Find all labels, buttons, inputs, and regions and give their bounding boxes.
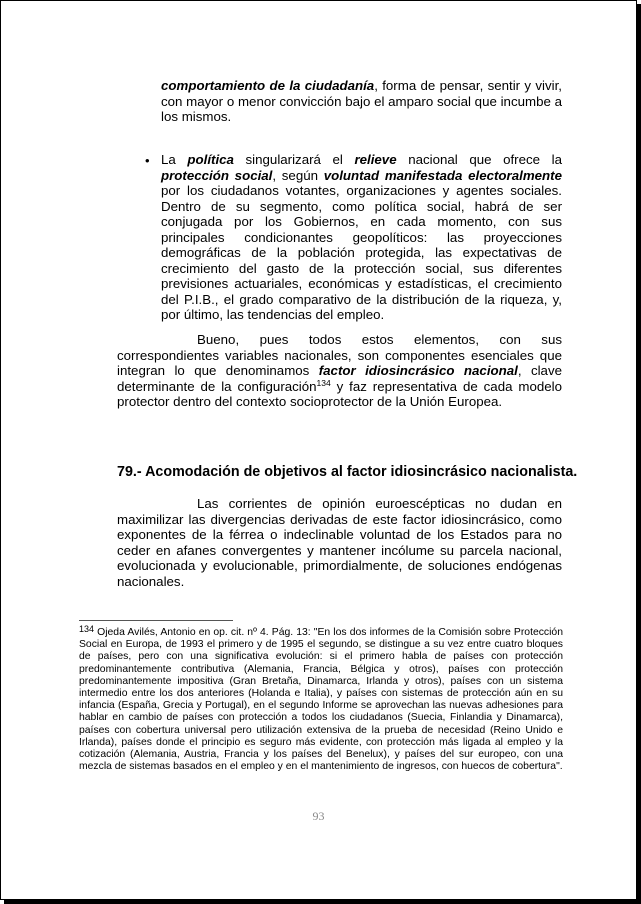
emphasis-text: comportamiento de la ciudadanía bbox=[161, 78, 375, 93]
footnote-reference[interactable]: 134 bbox=[316, 377, 331, 388]
body-text: y faz representativa de cada modelo protector dentro del contexto socioprotector de la Unión Europea. bbox=[117, 378, 562, 409]
bullet-icon: • bbox=[145, 153, 150, 168]
emphasis-text: política bbox=[187, 152, 234, 167]
footnote-separator bbox=[79, 620, 233, 621]
emphasis-text: voluntad manifestada electoralmente bbox=[323, 167, 562, 183]
body-text: , forma de pensar, sentir y vivir, con mayor o menor convicción bajo el amparo social que incumbe a los mismos. bbox=[161, 78, 562, 124]
body-text: , clave determinante de la configuración bbox=[117, 363, 562, 394]
bullet-item-politica bbox=[161, 152, 562, 323]
body-text: , según bbox=[272, 167, 324, 183]
body-text: Bueno, pues todos estos elementos, con sus correspondientes variables nacionales, son componentes esenciales que integran lo que denominamos bbox=[117, 332, 562, 378]
emphasis-text: factor idiosincrásico nacional bbox=[318, 363, 518, 378]
continuation-paragraph bbox=[161, 78, 562, 125]
page-number: 93 bbox=[312, 809, 325, 823]
body-text: por los ciudadanos votantes, organizaciones y agentes sociales. Dentro de su segmento, como política social, habrá de ser conjugada por los Gobiernos, en cada momento, con sus principales condicionantes geopolíticos: las proyecciones demográficas de la población protegida, las expectativas de crecimiento del gasto de la protección social, sus diferentes previsiones actuariales, económicas y estadísticas, el crecimiento del P.I.B., el grado comparativo de la distribución de la riqueza, y, por último, las tendencias del empleo. bbox=[161, 183, 562, 322]
footnote-text: Ojeda Avilés, Antonio en op. cit. nº 4. Pág. 13: "En los dos informes de la Comisión sobre Protección Social en Europa, de 1993 el primero y de 1995 el segundo, se distingue a su vez entre cuatro bloques de países, pero con una significativa evolución: si el primero habla de países con protección predominantemente contributiva (Alemania, Francia, Bélgica y otros), países con protección predominantemente impositiva (Gran Bretaña, Dinamarca, Irlanda y otros), países con un sistema intermedio entre los dos anteriores (Holanda e Italia), y países con sistemas de protección aún en su infancia (España, Grecia y Portugal), en el segundo Informe se aprovechan las nuevas adhesiones para hablar en cambio de países con protección a todos los ciudadanos (Suecia, Finlandia y Dinamarca), países con cobertura universal pero utilización extensiva de la prueba de necesidad (Reino Unido e Irlanda), países donde el principio es seguro más evidente, con protección más ligada al empleo y la cotización (Alemania, Austria, Francia y los países del Benelux), y países del sur europeo, con una mezcla de sistemas basados en el empleo y en el mantenimiento de ingresos, con huecos de cobertura". bbox=[79, 627, 563, 773]
section-heading: 79.- Acomodación de objetivos al factor idiosincrásico nacionalista. bbox=[117, 464, 578, 480]
footnote-134 bbox=[79, 624, 563, 773]
emphasis-text: protección social bbox=[161, 167, 273, 183]
footnote-number: 134 bbox=[79, 624, 95, 634]
paragraph-factor-idiosincrasico bbox=[117, 332, 562, 410]
body-text: La bbox=[161, 152, 188, 167]
body-text: singularizará el bbox=[233, 152, 355, 167]
emphasis-text: relieve bbox=[354, 152, 397, 167]
paragraph-euroescepticas bbox=[117, 496, 562, 589]
body-text: nacional que ofrece la bbox=[396, 152, 562, 167]
body-text: Las corrientes de opinión euroescépticas no dudan en maximilizar las divergencias derivadas de este factor idiosincrásico, como exponentes de la férrea o indeclinable voluntad de los Estados para no ceder en afanes convergentes y mantener incólume su parcela nacional, evolucionada y evolucionable, primordialmente, de soluciones endógenas nacionales. bbox=[117, 496, 562, 589]
